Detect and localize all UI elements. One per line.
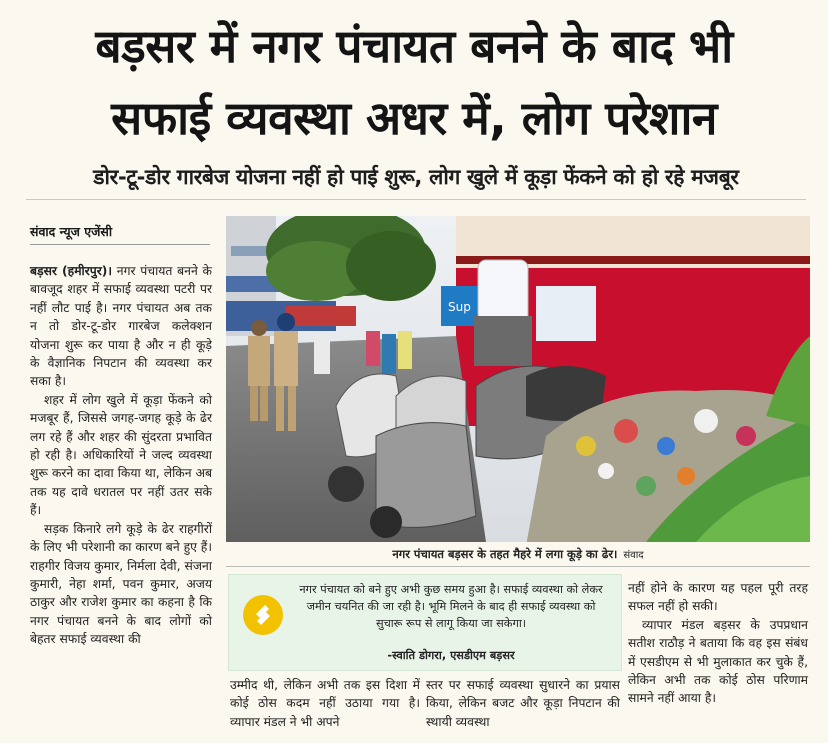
- caption-divider: [226, 566, 810, 567]
- paragraph: नहीं होने के कारण यह पहल पूरी तरह सफल नहीं हो सकी।: [628, 581, 808, 614]
- paragraph: उम्मीद थी, लेकिन अभी तक इस दिशा में कोई ठोस कदम नहीं उठाया गया है। व्यापार मंडल ने भी अपने: [230, 678, 420, 729]
- subheadline: डोर-टू-डोर गारबेज योजना नहीं हो पाई शुरू, लोग खुले में कूड़ा फेंकने को हो रहे मजबूर: [93, 165, 739, 189]
- byline: संवाद न्यूज एजेंसी: [30, 224, 113, 239]
- garbage-street-photo: [226, 216, 810, 542]
- photo-caption: [226, 547, 810, 562]
- divider: [26, 199, 806, 200]
- quote-text: नगर पंचायत को बने हुए अभी कुछ समय हुआ है। सफाई व्यवस्था को लेकर जमीन चयनित की जा रही है। भूमि मिलने के बाद ही सफाई व्यवस्था को सुचारू रूप से लागू किया जा सकेगा।: [299, 583, 603, 630]
- quote-author: -स्वाति डोगरा, एसडीएम बड़सर: [387, 649, 515, 662]
- paragraph: व्यापार मंडल बड़सर के उपप्रधान सतीश राठौड़ ने बताया कि वह इस संबंध में एसडीएम से भी मुलाकात कर चुके हैं, लेकिन अभी तक कोई ठोस परिणाम सामने नहीं आया है।: [628, 617, 808, 706]
- paragraph: सड़क किनारे लगे कूड़े के ढेर राहगीरों के लिए भी परेशानी का कारण बने हुए हैं। राहगीर विजय कुमार, निर्मला देवी, संजना कुमारी, नेहा शर्मा, पवन कुमार, अजय ठाकुर और राजेश कुमार का कहना है कि नगर पंचायत बनने के बाद लोगों को बेहतर सफाई व्यवस्था की: [30, 521, 212, 647]
- article-column-2: [230, 676, 420, 731]
- caption-text: नगर पंचायत बड़सर के तहत मैहरे में लगा कूड़े का ढेर।: [392, 547, 618, 561]
- shop-sign-text: Sup: [448, 300, 471, 314]
- paragraph-text: नगर पंचायत बनने के बावजूद शहर में सफाई व्यवस्था पटरी पर नहीं लौट पाई है। नगर पंचायत अब तक न तो डोर-टू-डोर गारबेज कलेक्शन योजना शुरू कर पाया है और न ही कूड़े के वैज्ञानिक निपटान की व्यवस्था कर सका है।: [30, 264, 212, 389]
- byline-divider: [30, 244, 210, 245]
- quote-icon: [243, 595, 283, 635]
- article-column-1: [30, 262, 212, 649]
- headline-line-1: बड़सर में नगर पंचायत बनने के बाद भी: [95, 19, 733, 73]
- paragraph: स्तर पर सफाई व्यवस्था सुधारने का प्रयास किया, लेकिन बजट और कूड़ा निपटान की स्थायी व्यवस्था: [426, 678, 620, 729]
- photo-credit: संवाद: [623, 550, 644, 561]
- news-photo: [226, 216, 810, 542]
- dateline: बड़सर (हमीरपुर)।: [30, 264, 113, 278]
- quote-mark-icon: [243, 595, 283, 635]
- paragraph: शहर में लोग खुले में कूड़ा फेंकने को मजबूर हैं, जिससे जगह-जगह कूड़े के ढेर लग रहे हैं और शहर की सुंदरता प्रभावित हो रही है। अधिकारियों ने जल्द व्यवस्था शुरू करने का दावा किया था, लेकिन अब तक यह दावे धरातल पर नहीं उतर सके हैं।: [30, 392, 212, 518]
- article-column-4: [628, 579, 808, 708]
- quote-box: [228, 574, 622, 671]
- article-column-3: [426, 676, 620, 731]
- headline-line-2: सफाई व्यवस्था अधर में, लोग परेशान: [111, 91, 717, 145]
- paragraph: [30, 262, 212, 391]
